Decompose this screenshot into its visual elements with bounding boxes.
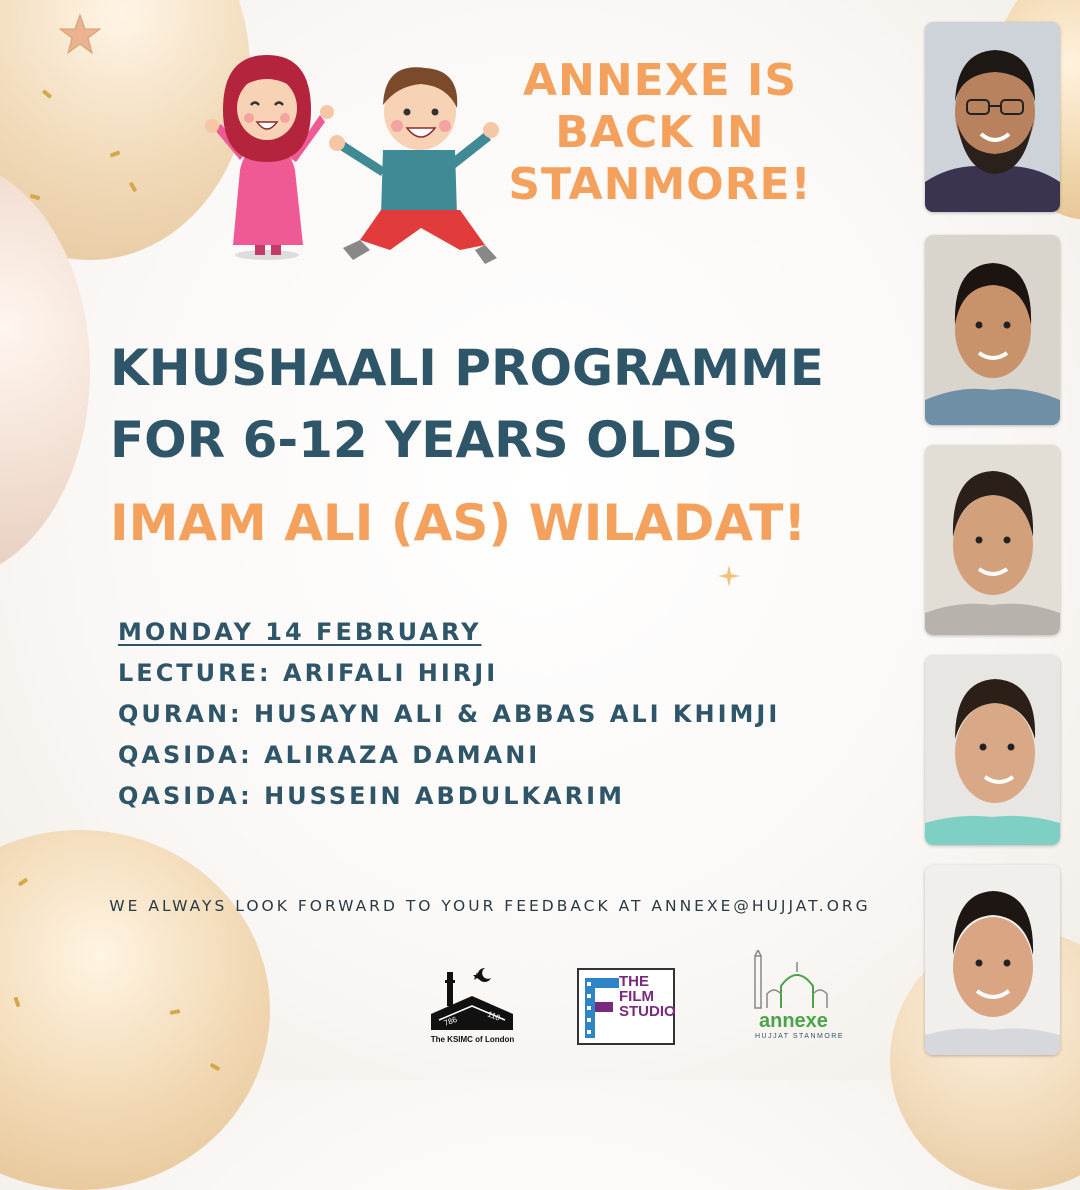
film-icon	[585, 978, 619, 1038]
film-studio-logo	[577, 968, 675, 1045]
detail-line-qasida: QASIDA: ALIRAZA DAMANI	[118, 741, 541, 769]
detail-line-lecture: LECTURE: ARIFALI HIRJI	[118, 659, 499, 687]
ksimc-caption: The KSIMC of London	[430, 1035, 515, 1044]
event-date: MONDAY 14 FEBRUARY	[118, 618, 482, 646]
child-photo	[925, 655, 1060, 845]
occasion-title: IMAM ALI (AS) WILADAT!	[110, 494, 807, 552]
mosque-icon	[747, 950, 847, 1012]
announcement-line: ANNEXE IS	[522, 55, 798, 106]
kids-illustration	[185, 50, 525, 265]
announcement-heading	[500, 55, 820, 211]
film-line: THE	[619, 973, 649, 990]
ksimc-year-left: 786	[442, 1014, 459, 1028]
feedback-text: WE ALWAYS LOOK FORWARD TO YOUR FEEDBACK AT ANNEXE@HUJJAT.ORG	[109, 897, 871, 915]
star-icon	[58, 12, 102, 56]
programme-details	[118, 612, 898, 817]
annexe-subtitle: HUJJAT STANMORE	[755, 1033, 845, 1040]
child-photo	[925, 235, 1060, 425]
film-studio-name	[619, 974, 676, 1019]
detail-line-quran: QURAN: HUSAYN ALI & ABBAS ALI KHIMJI	[118, 700, 781, 728]
announcement-line: STANMORE!	[508, 159, 812, 210]
programme-title: KHUSHAALI PROGRAMME	[110, 339, 824, 397]
age-range-title: FOR 6-12 YEARS OLDS	[110, 411, 738, 469]
child-photo	[925, 865, 1060, 1055]
annexe-logo	[745, 950, 855, 1045]
film-line: STUDIO	[619, 1003, 676, 1020]
announcement-line: BACK IN	[555, 107, 765, 158]
balloon-decoration	[0, 830, 270, 1190]
ksimc-year-right: 110	[486, 1009, 502, 1023]
annexe-wordmark: annexe	[759, 1010, 828, 1032]
speaker-photo	[925, 22, 1060, 212]
ksimc-logo	[425, 962, 520, 1047]
mosque-icon	[425, 962, 520, 1034]
film-line: FILM	[619, 988, 654, 1005]
sparkle-icon	[718, 565, 740, 587]
detail-line-qasida: QASIDA: HUSSEIN ABDULKARIM	[118, 782, 625, 810]
child-photo	[925, 445, 1060, 635]
